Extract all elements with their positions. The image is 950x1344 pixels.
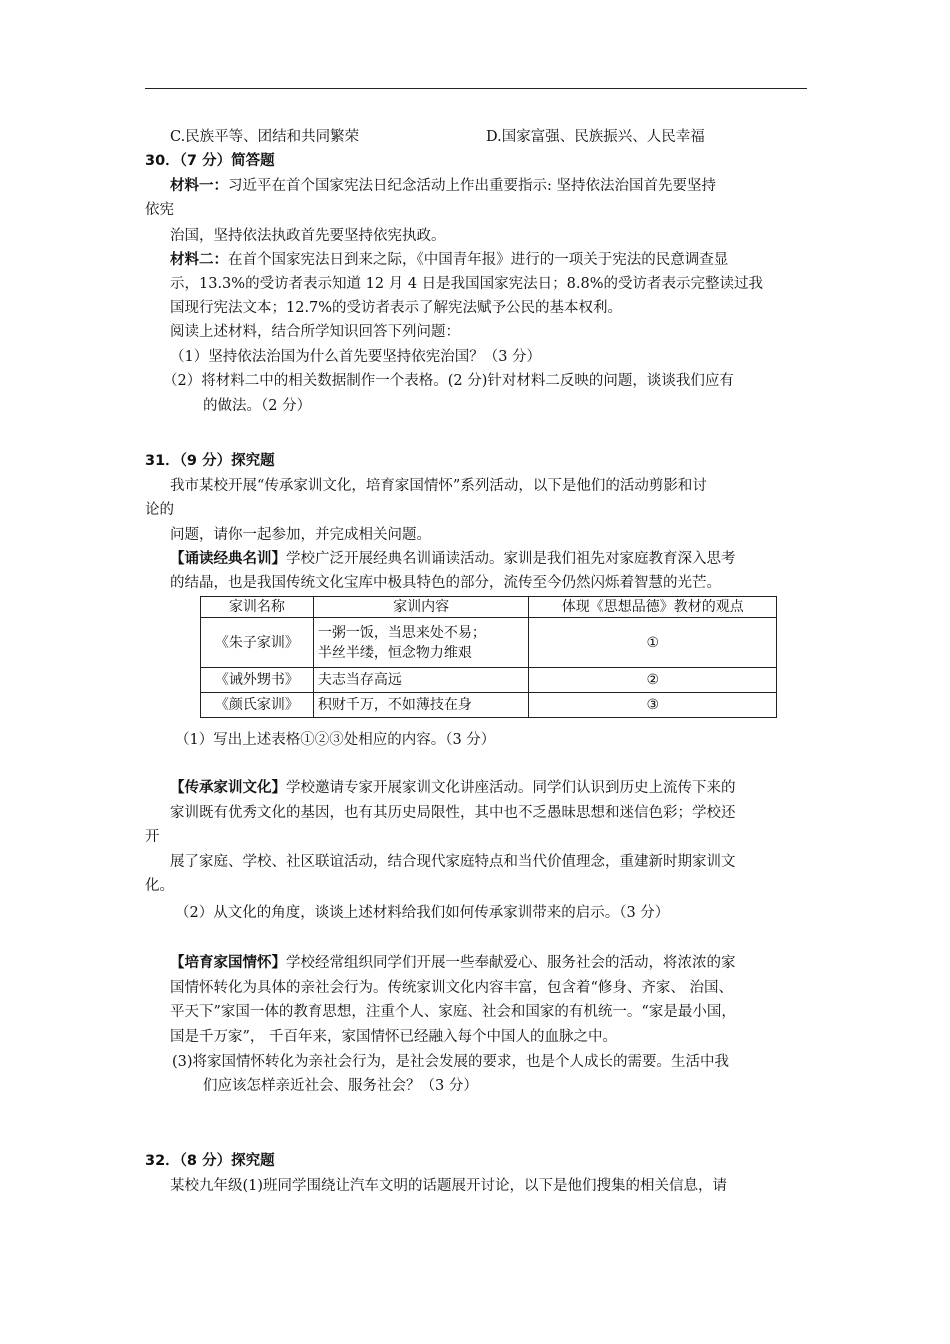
table-cell-view: ② <box>529 668 777 693</box>
q31-section2-line1: 【传承家训文化】学校邀请专家开展家训文化讲座活动。同学们认识到历史上流传下来的 <box>170 780 736 796</box>
q31-section1-line2: 的结晶，也是我国传统文化宝库中极具特色的部分，流传至今仍然闪烁着智慧的光芒。 <box>170 575 721 591</box>
q31-section2-line2: 家训既有优秀文化的基因，也有其历史局限性，其中也不乏愚昧思想和迷信色彩；学校还 <box>170 805 736 821</box>
table-cell-name: 《诫外甥书》 <box>201 668 314 693</box>
table-cell-content: 积财千万，不如薄技在身 <box>313 693 529 718</box>
q32-heading: 32．（8 分）探究题 <box>145 1153 275 1169</box>
material2-label: 材料二： <box>170 252 228 268</box>
table-cell-name: 《颜氏家训》 <box>201 693 314 718</box>
q30-prompt: 阅读上述材料，结合所学知识回答下列问题： <box>170 324 460 340</box>
table-header-row <box>201 597 777 618</box>
q30-material2-line1: 材料二：在首个国家宪法日到来之际，《中国青年报》进行的一项关于宪法的民意调查显 <box>170 252 729 268</box>
q31-section2-line3: 开 <box>145 829 160 845</box>
q31-sub2: （2）从文化的角度，谈谈上述材料给我们如何传承家训带来的启示。（3 分） <box>175 905 670 921</box>
table-row <box>201 693 777 718</box>
q30-material1-line1: 材料一：习近平在首个国家宪法日纪念活动上作出重要指示: 坚持依法治国首先要坚持 <box>170 178 716 194</box>
table-row <box>201 618 777 668</box>
q31-section3-line4: 国是千万家”， 千百年来，家国情怀已经融入每个中国人的血脉之中。 <box>170 1029 618 1045</box>
q31-sub3-line1: (3)将家国情怀转化为亲社会行为，是社会发展的要求，也是个人成长的需要。生活中我 <box>172 1054 730 1070</box>
q32-intro-line1: 某校九年级(1)班同学围绕让汽车文明的话题展开讨论，以下是他们搜集的相关信息，请 <box>170 1178 728 1194</box>
q31-intro-line1: 我市某校开展“传承家训文化，培育家国情怀”系列活动，以下是他们的活动剪影和讨 <box>170 478 707 494</box>
q31-sub1: （1）写出上述表格①②③处相应的内容。（3 分） <box>175 732 496 748</box>
option-c: C.民族平等、团结和共同繁荣 <box>170 129 360 145</box>
q31-section3-line1: 【培育家国情怀】学校经常组织同学们开展一些奉献爱心、服务社会的活动，将浓浓的家 <box>170 955 736 971</box>
material1-label: 材料一： <box>170 178 228 194</box>
table-cell-view: ③ <box>529 693 777 718</box>
table-header: 家训内容 <box>313 597 529 618</box>
header-rule <box>145 88 807 89</box>
q30-heading: 30．（7 分）简答题 <box>145 153 275 169</box>
q31-section3-line2: 国情怀转化为具体的亲社会行为。传统家训文化内容丰富，包含着“修身、齐家、 治国、 <box>170 980 734 996</box>
q31-intro-line3: 问题，请你一起参加，并完成相关问题。 <box>170 527 431 543</box>
q30-sub2-line2: 的做法。（2 分） <box>203 398 312 414</box>
q31-section1-line1: 【诵读经典名训】学校广泛开展经典名训诵读活动。家训是我们祖先对家庭教育深入思考 <box>170 551 736 567</box>
q30-material1-line3: 治国，坚持依法执政首先要坚持依宪执政。 <box>170 228 446 244</box>
table-cell-content: 一粥一饭，当思来处不易； 半丝半缕，恒念物力维艰 <box>313 618 529 668</box>
table-row <box>201 668 777 693</box>
q31-intro-line2: 论的 <box>145 502 174 518</box>
section1-label: 【诵读经典名训】 <box>170 551 286 567</box>
q31-heading: 31．（9 分）探究题 <box>145 453 275 469</box>
q31-section2-line5: 化。 <box>145 878 174 894</box>
q30-sub2-line1: （2）将材料二中的相关数据制作一个表格。(2 分)针对材料二反映的问题，谈谈我们应有 <box>163 373 734 389</box>
family-rules-table <box>200 596 777 718</box>
q31-section2-line4: 展了家庭、学校、社区联谊活动，结合现代家庭特点和当代价值理念，重建新时期家训文 <box>170 854 736 870</box>
q30-sub1: （1）坚持依法治国为什么首先要坚持依宪治国？（3 分） <box>170 349 542 365</box>
table-cell-content: 夫志当存高远 <box>313 668 529 693</box>
option-d: D.国家富强、民族振兴、人民幸福 <box>486 129 705 145</box>
q30-material2-line2: 示，13.3%的受访者表示知道 12 月 4 日是我国国家宪法日；8.8%的受访者表示完整读过我 <box>170 276 764 292</box>
table-header: 家训名称 <box>201 597 314 618</box>
table-cell-name: 《朱子家训》 <box>201 618 314 668</box>
section3-label: 【培育家国情怀】 <box>170 955 286 971</box>
q31-sub3-line2: 们应该怎样亲近社会、服务社会？（3 分） <box>203 1078 478 1094</box>
q30-material2-line3: 国现行宪法文本；12.7%的受访者表示了解宪法赋予公民的基本权利。 <box>170 300 623 316</box>
table-header: 体现《思想品德》教材的观点 <box>529 597 777 618</box>
q31-section3-line3: 平天下”家国一体的教育思想，注重个人、家庭、社会和国家的有机统一。“家是最小国， <box>170 1004 736 1020</box>
q30-material1-line2: 依宪 <box>145 202 174 218</box>
section2-label: 【传承家训文化】 <box>170 780 286 796</box>
table-cell-view: ① <box>529 618 777 668</box>
